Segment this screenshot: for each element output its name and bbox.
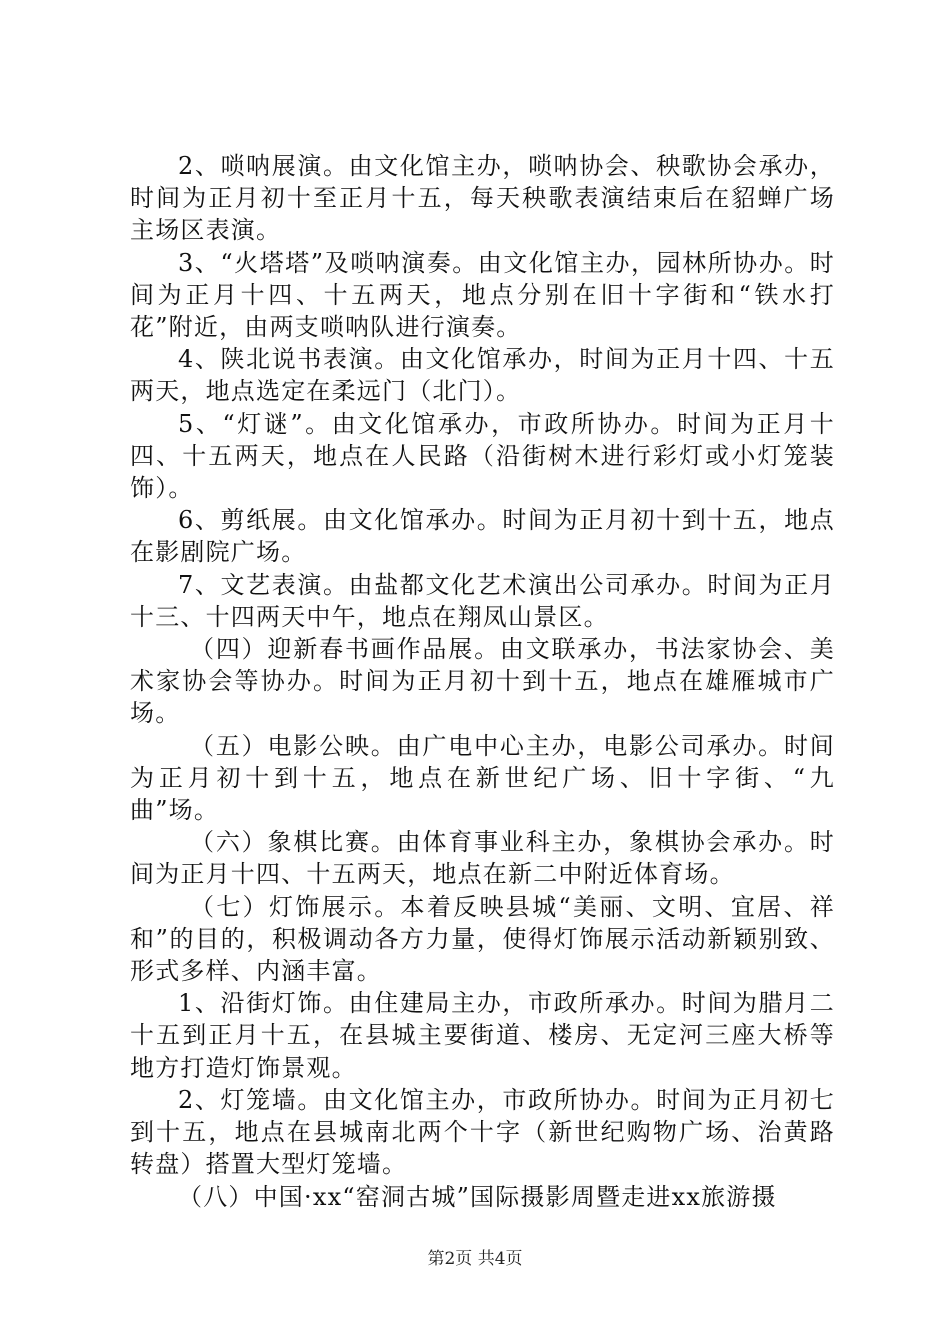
paragraph-wenyi: 7、文艺表演。由盐都文化艺术演出公司承办。时间为正月十三、十四两天中午，地点在翔凤山景区。 [130, 570, 835, 631]
paragraph-huotata: 3、“火塔塔”及唢呐演奏。由文化馆主办，园林所协办。时间为正月十四、十五两天，地点分别在旧十字街和“铁水打花”附近，由两支唢呐队进行演奏。 [130, 248, 835, 342]
paragraph-lantern-wall: 2、灯笼墙。由文化馆主办，市政所协办。时间为正月初七到十五，地点在县城南北两个十字（新世纪购物广场、治黄路转盘）搭置大型灯笼墙。 [130, 1085, 835, 1179]
paragraph-dengmi: 5、“灯谜”。由文化馆承办，市政所协办。时间为正月十四、十五两天，地点在人民路（沿街树木进行彩灯或小灯笼装饰）。 [130, 409, 835, 503]
paragraph-section-4: （四）迎新春书画作品展。由文联承办，书法家协会、美术家协会等协办。时间为正月初十到十五，地点在雄雁城市广场。 [130, 635, 835, 728]
body-text [130, 150, 835, 1213]
page-footer: 第2页 共4页 [427, 1249, 523, 1269]
paragraph-shuoshu: 4、陕北说书表演。由文化馆承办，时间为正月十四、十五两天，地点选定在柔远门（北门）。 [130, 345, 835, 406]
paragraph-section-5: （五）电影公映。由广电中心主办，电影公司承办。时间为正月初十到十五，地点在新世纪广场、旧十字街、“九曲”场。 [130, 731, 835, 825]
paragraph-section-7: （七）灯饰展示。本着反映县城“美丽、文明、宜居、祥和”的目的，积极调动各方力量，使得灯饰展示活动新颖别致、形式多样、内涵丰富。 [130, 892, 835, 986]
paragraph-suona-show: 2、唢呐展演。由文化馆主办，唢呐协会、秧歌协会承办，时间为正月初十至正月十五，每天秧歌表演结束后在貂蝉广场主场区表演。 [130, 152, 835, 245]
paragraph-section-8: （八）中国·xx“窑洞古城”国际摄影周暨走进xx旅游摄 [178, 1182, 777, 1211]
paragraph-section-6: （六）象棋比赛。由体育事业科主办，象棋协会承办。时间为正月十四、十五两天，地点在新二中附近体育场。 [130, 828, 835, 889]
paragraph-jianzhi: 6、剪纸展。由文化馆承办。时间为正月初十到十五，地点在影剧院广场。 [130, 506, 835, 567]
paragraph-street-lights: 1、沿街灯饰。由住建局主办，市政所承办。时间为腊月二十五到正月十五，在县城主要街道、楼房、无定河三座大桥等地方打造灯饰景观。 [130, 989, 835, 1082]
